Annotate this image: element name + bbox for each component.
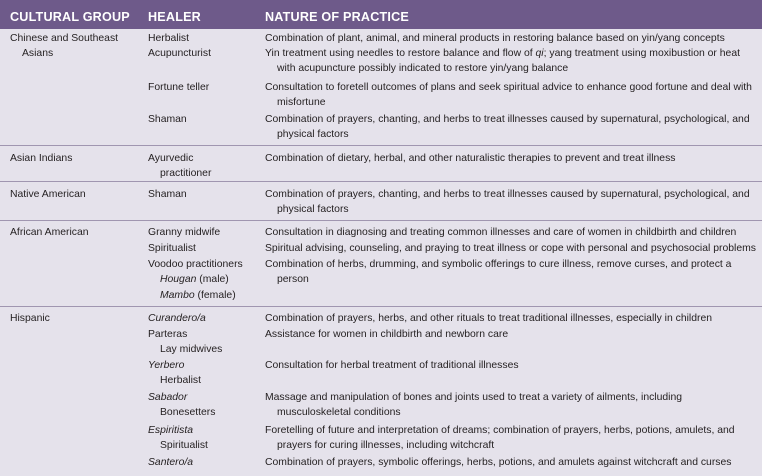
- healer-parteras: Parteras: [148, 329, 188, 340]
- healer-shaman-native: Shaman: [148, 189, 187, 200]
- header-cultural-group: CULTURAL GROUP: [10, 10, 130, 24]
- healer-parteras-en: Lay midwives: [160, 344, 223, 355]
- practice-shaman-native-line2: physical factors: [277, 204, 349, 215]
- header-nature-of-practice: NATURE OF PRACTICE: [265, 10, 409, 24]
- group-chinese-line2: Asians: [22, 48, 54, 59]
- qi-term: qi: [535, 48, 544, 59]
- group-asian-indians: Asian Indians: [10, 153, 73, 164]
- healer-espiritista: Espiritista: [148, 425, 194, 436]
- practice-shaman-native-line1: Combination of prayers, chanting, and herbs to treat illnesses caused by supernatural, psychological, and: [265, 189, 750, 200]
- hougan-term: Hougan: [160, 274, 197, 285]
- practice-curandero: Combination of prayers, herbs, and other rituals to treat traditional illnesses, especially in children: [265, 313, 713, 324]
- practice-spiritualist: Spiritual advising, counseling, and praying to treat illness or cope with personal and psychosocial problems: [265, 243, 756, 254]
- healer-acupuncturist: Acupuncturist: [148, 48, 211, 59]
- healer-herbalist: Herbalist: [148, 33, 189, 44]
- healer-granny-midwife: Granny midwife: [148, 227, 221, 238]
- healer-yerbero: Yerbero: [148, 360, 185, 371]
- practice-acupuncturist-text-a: Yin treatment using needles to restore balance and flow of: [265, 48, 536, 59]
- practice-espiritista-line2: prayers for curing illnesses, including witchcraft: [277, 440, 495, 451]
- practice-acupuncturist-line2: with acupuncture possibly indicated to restore yin/yang balance: [277, 63, 569, 74]
- practice-parteras: Assistance for women in childbirth and newborn care: [265, 329, 509, 340]
- healer-fortune-teller: Fortune teller: [148, 82, 210, 93]
- practice-acupuncturist-text-b: ; yang treatment using moxibustion or heat: [543, 48, 740, 59]
- group-native-american: Native American: [10, 189, 86, 200]
- healer-hougan: [148, 272, 229, 287]
- row-divider: [0, 220, 762, 221]
- hougan-suffix: (male): [196, 274, 229, 285]
- practice-voodoo-line1: Combination of herbs, drumming, and symbolic offerings to cure illness, remove curses, and protect a: [265, 259, 732, 270]
- practice-acupuncturist-line1: [265, 46, 740, 61]
- practice-ayurvedic: Combination of dietary, herbal, and other naturalistic therapies to prevent and treat illness: [265, 153, 676, 164]
- healer-shaman-chinese: Shaman: [148, 114, 187, 125]
- group-hispanic: Hispanic: [10, 313, 50, 324]
- healer-santero: Santero/a: [148, 457, 194, 468]
- group-african-american: African American: [10, 227, 89, 238]
- practice-granny-midwife: Consultation in diagnosing and treating common illnesses and care of women in childbirth and children: [265, 227, 737, 238]
- practice-yerbero: Consultation for herbal treatment of traditional illnesses: [265, 360, 519, 371]
- practice-fortune-line2: misfortune: [277, 97, 326, 108]
- healer-curandero: Curandero/a: [148, 313, 206, 324]
- healer-ayurvedic-line2: practitioner: [160, 168, 212, 179]
- practice-herbalist: Combination of plant, animal, and mineral products in restoring balance based on yin/yang concepts: [265, 33, 725, 44]
- mambo-suffix: (female): [194, 290, 236, 301]
- healer-ayurvedic-line1: Ayurvedic: [148, 153, 194, 164]
- table-header: [0, 0, 762, 29]
- practice-shaman-chinese-line2: physical factors: [277, 129, 349, 140]
- healer-mambo: [148, 288, 236, 303]
- practice-shaman-chinese-line1: Combination of prayers, chanting, and herbs to treat illnesses caused by supernatural, psychological, and: [265, 114, 750, 125]
- healer-spiritualist: Spiritualist: [148, 243, 196, 254]
- practice-santero: Combination of prayers, symbolic offerings, herbs, potions, and amulets against witchcraft and curses: [265, 457, 732, 468]
- header-healer: HEALER: [148, 10, 201, 24]
- healer-yerbero-en: Herbalist: [160, 375, 201, 386]
- healer-sabador: Sabador: [148, 392, 188, 403]
- row-divider: [0, 145, 762, 146]
- row-divider: [0, 306, 762, 307]
- practice-sabador-line2: musculoskeletal conditions: [277, 407, 401, 418]
- practice-voodoo-line2: person: [277, 274, 309, 285]
- practice-sabador-line1: Massage and manipulation of bones and joints used to treat a variety of ailments, including: [265, 392, 683, 403]
- practice-fortune-line1: Consultation to foretell outcomes of plans and seek spiritual advice to enhance good fortune and deal with: [265, 82, 752, 93]
- row-divider: [0, 181, 762, 182]
- healer-sabador-en: Bonesetters: [160, 407, 216, 418]
- healer-espiritista-en: Spiritualist: [160, 440, 208, 451]
- group-chinese-line1: Chinese and Southeast: [10, 33, 119, 44]
- healer-voodoo: Voodoo practitioners: [148, 259, 243, 270]
- practice-espiritista-line1: Foretelling of future and interpretation of dreams; combination of prayers, herbs, potions, amulets, and: [265, 425, 735, 436]
- mambo-term: Mambo: [160, 290, 195, 301]
